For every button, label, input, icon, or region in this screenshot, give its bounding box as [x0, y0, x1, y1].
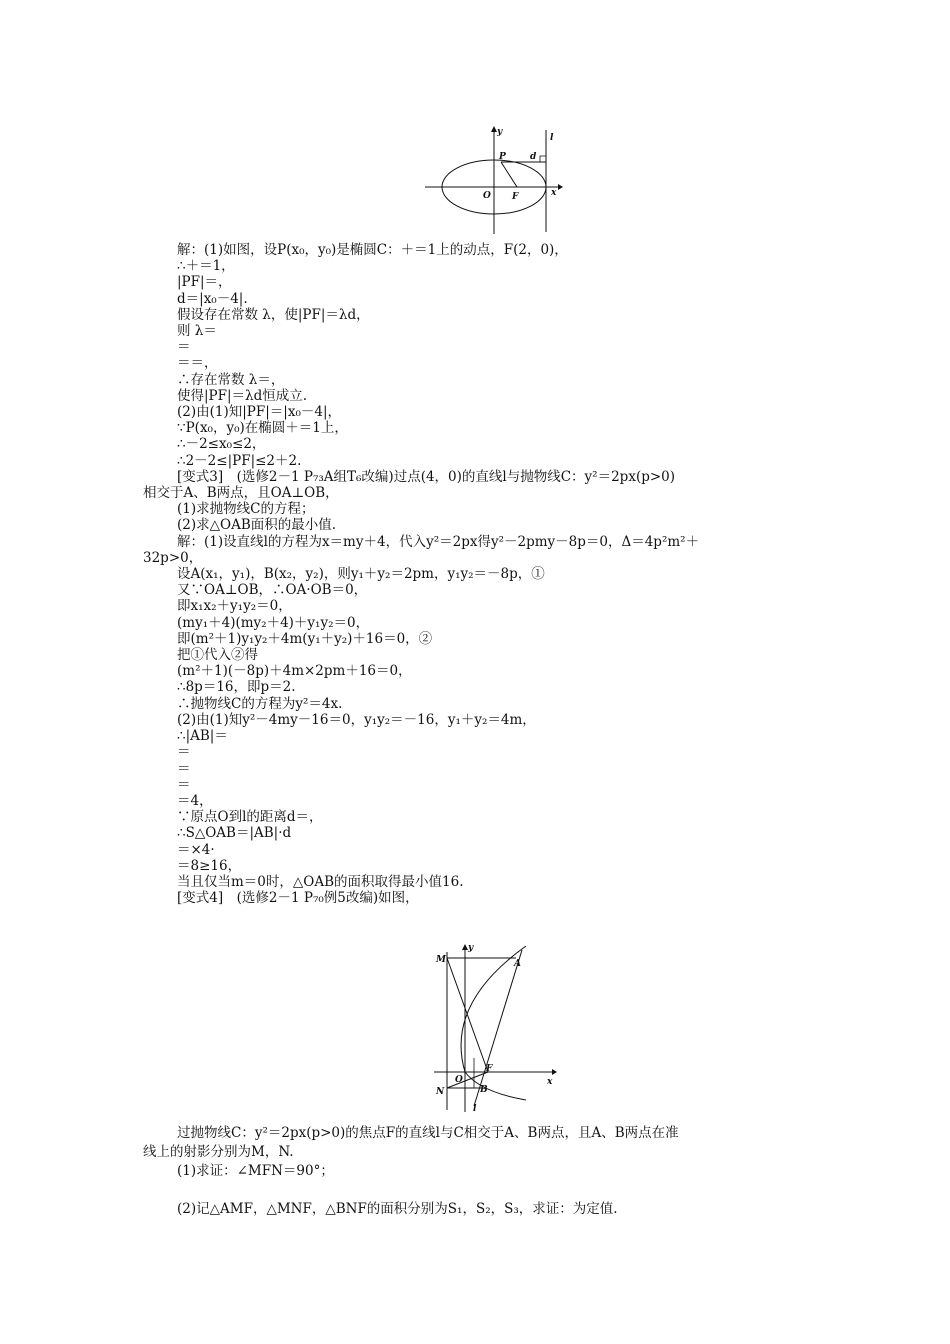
text-line: 把①代入②得 — [177, 647, 258, 664]
text-line: ＝ — [177, 744, 191, 761]
text-line: ＝4， — [177, 792, 213, 809]
text-line: [变式4] (选修2－1 P₇₀例5改编)如图， — [177, 890, 419, 907]
focus-chord-l — [474, 950, 522, 1106]
text-line: ＝8≥16， — [177, 857, 242, 874]
label-m: M — [436, 955, 446, 965]
text-line: 则 λ＝ — [177, 323, 217, 340]
problem-statement — [143, 1124, 815, 1219]
label-y: y — [468, 943, 474, 953]
right-angle-mark — [540, 156, 546, 162]
text-line: 设A(x₁，y₁)，B(x₂，y₂)，则y₁＋y₂＝2pm，y₁y₂＝－8p，① — [177, 566, 545, 583]
text-line: ∴存在常数 λ＝， — [177, 371, 285, 388]
text-line: |PF|＝， — [177, 274, 232, 291]
segment-pf — [501, 162, 517, 187]
label-f: F — [512, 192, 519, 202]
label-a: A — [514, 959, 521, 969]
text-line: ＝×4· — [177, 841, 215, 858]
text-line: (my₁＋4)(my₂＋4)＋y₁y₂＝0， — [177, 614, 370, 631]
text-line: 线上的射影分别为M，N. — [143, 1144, 294, 1160]
label-n: N — [436, 1087, 445, 1097]
text-line: (2)由(1)知|PF|＝|x₀－4|， — [177, 404, 342, 421]
label-b: B — [480, 1085, 488, 1095]
label-p: P — [499, 152, 506, 162]
text-line — [143, 1181, 815, 1200]
text-line: 过抛物线C：y²＝2px(p>0)的焦点F的直线l与C相交于A、B两点，且A、B两点在准 — [177, 1125, 679, 1141]
text-line: ∴8p＝16，即p＝2. — [177, 679, 296, 696]
label-l: l — [473, 1104, 477, 1114]
text-line: (2)求△OAB面积的最小值. — [177, 517, 337, 534]
text-line: 解：(1)如图，设P(x₀，y₀)是椭圆C：＋＝1上的动点，F(2，0)， — [177, 242, 568, 258]
parabola-figure — [430, 938, 560, 1114]
parabola-figure-svg — [430, 938, 560, 1114]
text-line: 即(m²＋1)y₁y₂＋4m(y₁＋y₂)＋16＝0，② — [177, 630, 433, 647]
text-line: ∴|AB|＝ — [177, 728, 228, 745]
text-line: ∵P(x₀，y₀)在椭圆＋＝1上， — [177, 420, 348, 437]
text-line: ∴抛物线C的方程为y²＝4x. — [177, 695, 343, 712]
ellipse-figure — [420, 122, 565, 238]
label-f: F — [486, 1064, 493, 1074]
text-line: ∵原点O到l的距离d＝， — [177, 809, 323, 826]
label-o: O — [455, 1075, 463, 1085]
text-line: 即x₁x₂＋y₁y₂＝0， — [177, 598, 292, 615]
text-line: 假设存在常数 λ，使|PF|＝λd， — [177, 306, 370, 323]
label-x: x — [547, 1077, 553, 1087]
label-o: O — [483, 191, 491, 201]
text-line: ＝＝， — [177, 355, 218, 372]
label-y: y — [497, 127, 503, 137]
solution-text — [143, 242, 815, 906]
text-line: (1)求证：∠MFN＝90°； — [177, 1163, 334, 1179]
text-line: ∴2－2≤|PF|≤2＋2. — [177, 452, 302, 469]
text-line: [变式3] (选修2－1 P₇₃A组T₆改编)过点(4，0)的直线l与抛物线C：y²＝2px(p>0) — [177, 468, 676, 485]
text-line: 又∵OA⊥OB，∴OA·OB＝0， — [177, 582, 368, 599]
text-line: ∴S△OAB＝|AB|·d — [177, 825, 292, 842]
ellipse-figure-svg — [420, 122, 565, 238]
text-line: ＝ — [177, 760, 191, 777]
text-line: 32p>0， — [143, 549, 203, 566]
text-line: 解：(1)设直线l的方程为x＝my＋4，代入y²＝2px得y²－2pmy－8p＝0，Δ＝4p²m²＋ — [177, 533, 700, 550]
text-line: (2)记△AMF，△MNF，△BNF的面积分别为S₁，S₂，S₃，求证：为定值. — [177, 1201, 618, 1217]
label-l: l — [550, 133, 554, 143]
text-line: d＝|x₀－4|. — [177, 290, 248, 307]
text-line: (1)求抛物线C的方程； — [177, 501, 315, 518]
label-d: d — [530, 152, 537, 162]
text-line: 相交于A、B两点，且OA⊥OB， — [143, 485, 339, 502]
segment-mf — [447, 958, 488, 1072]
text-line: ∴－2≤x₀≤2， — [177, 436, 266, 453]
text-line: 使得|PF|＝λd恒成立. — [177, 387, 308, 404]
text-line: (m²＋1)(－8p)＋4m×2pm＋16＝0， — [177, 663, 412, 680]
text-line: ＝ — [177, 339, 191, 356]
x-axis-arrow — [558, 184, 563, 190]
text-line: ∴＋＝1， — [177, 258, 235, 275]
x-axis-arrow — [552, 1069, 557, 1075]
text-line: 当且仅当m＝0时，△OAB的面积取得最小值16. — [177, 873, 464, 890]
label-x: x — [551, 188, 557, 198]
text-line: (2)由(1)知y²－4my－16＝0，y₁y₂＝－16，y₁＋y₂＝4m， — [177, 711, 536, 728]
text-line: ＝ — [177, 776, 191, 793]
